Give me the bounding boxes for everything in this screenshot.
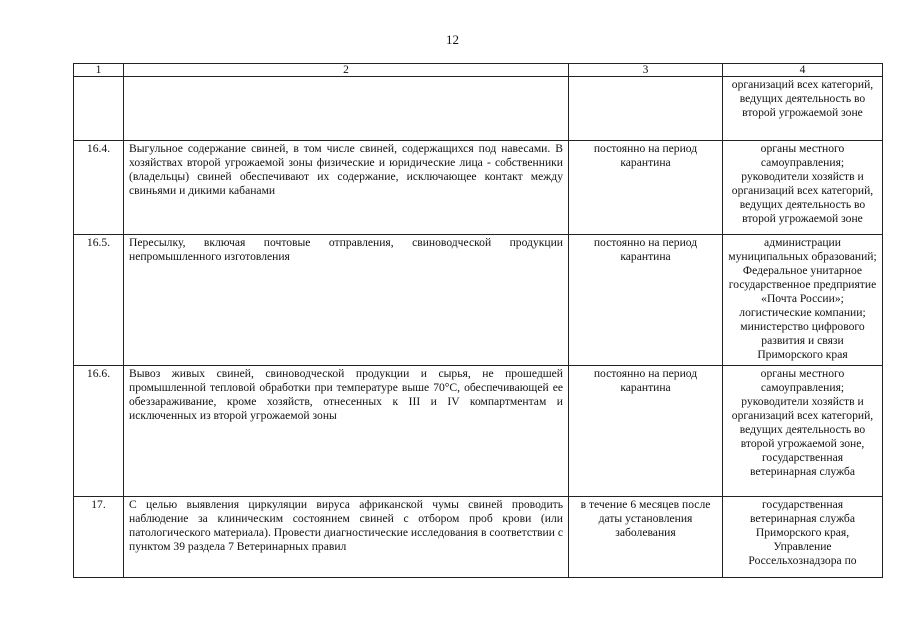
table-row xyxy=(74,235,883,366)
measure-text: С целью выявления циркуляции вируса африканской чумы свиней проводить наблюдение за клиническим состоянием свиней с отбором проб крови (или патологического материала). Провести диагностические исследования в соответствии с пунктом 39 раздела 7 Ветеринарных правил xyxy=(124,497,569,578)
row-number xyxy=(74,77,124,141)
table-row xyxy=(74,366,883,497)
row-number: 17. xyxy=(74,497,124,578)
measure-term: постоянно на период карантина xyxy=(569,366,723,497)
row-number: 16.4. xyxy=(74,141,124,235)
responsible-parties: организаций всех категорий, ведущих деятельность во второй угрожаемой зоне xyxy=(723,77,883,141)
column-header-4: 4 xyxy=(723,64,883,77)
measures-table xyxy=(73,63,883,578)
measure-text xyxy=(124,77,569,141)
measure-term: постоянно на период карантина xyxy=(569,235,723,366)
column-header-2: 2 xyxy=(124,64,569,77)
row-number: 16.5. xyxy=(74,235,124,366)
measure-term xyxy=(569,77,723,141)
measure-text: Вывоз живых свиней, свиноводческой продукции и сырья, не прошедшей промышленной тепловой обработки при температуре выше 70°С, обеспечивающей ее обеззараживание, кроме хозяйств, отнесенных к III и IV компартментам и исключенных из второй угрожаемой зоны xyxy=(124,366,569,497)
column-header-3: 3 xyxy=(569,64,723,77)
responsible-parties: государственная ветеринарная служба Приморского края, Управление Россельхознадзора по xyxy=(723,497,883,578)
column-header-1: 1 xyxy=(74,64,124,77)
table-row xyxy=(74,77,883,141)
page-number: 12 xyxy=(446,32,459,47)
responsible-parties: органы местного самоуправления; руководители хозяйств и организаций всех категорий, ведущих деятельность во второй угрожаемой зоне xyxy=(723,141,883,235)
measure-text: Выгульное содержание свиней, в том числе свиней, содержащихся под навесами. В хозяйствах второй угрожаемой зоны физические и юридические лица - собственники (владельцы) свиней обеспечивают их содержание, исключающее контакт между свиньями и дикими кабанами xyxy=(124,141,569,235)
table-row xyxy=(74,497,883,578)
table-header-row xyxy=(74,64,883,77)
responsible-parties: органы местного самоуправления; руководители хозяйств и организаций всех категорий, ведущих деятельность во второй угрожаемой зоне, государственная ветеринарная служба xyxy=(723,366,883,497)
responsible-parties: администрации муниципальных образований; Федеральное унитарное государственное предприятие «Почта России»; логистические компании; министерство цифрового развития и связи Приморского края xyxy=(723,235,883,366)
row-number: 16.6. xyxy=(74,366,124,497)
measure-term: в течение 6 месяцев после даты установления заболевания xyxy=(569,497,723,578)
measure-term: постоянно на период карантина xyxy=(569,141,723,235)
measure-text: Пересылку, включая почтовые отправления, свиноводческой продукции непромышленного изготовления xyxy=(124,235,569,366)
table-row xyxy=(74,141,883,235)
